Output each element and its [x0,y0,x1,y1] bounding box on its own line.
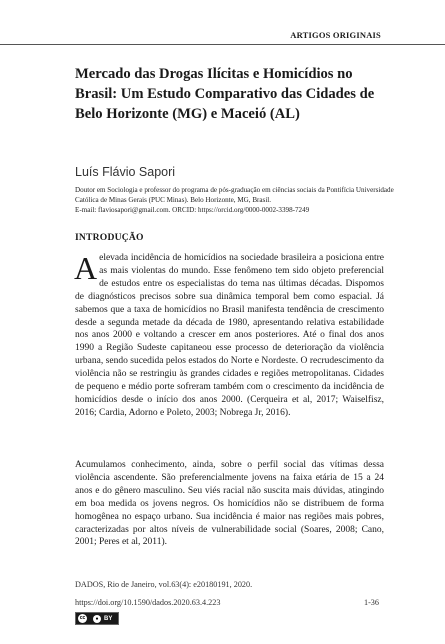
section-label: ARTIGOS ORIGINAIS [290,30,381,40]
journal-citation: DADOS, Rio de Janeiro, vol.63(4): e20180191, 2020. [75,580,253,589]
paragraph-1-text: elevada incidência de homicídios na sociedade brasileira a posiciona entre as mais violentas do mundo. Esse fenômeno tem sido objeto preferencial de estudos entre os especialistas do tema nas últimas décadas. Dispomos de diagnósticos precisos sobre sua dinâmica temporal bem como espacial. Já sabemos que a taxa de homicídios no Brasil manifesta tendência de crescimento desde a segunda metade da década de 1980, apresentando relativa estabilidade nos anos 2000 e voltando a crescer em anos posteriores. Até o final dos anos 1990 a Região Sudeste capitaneou esse processo de deterioração da violência urbana, sendo sucedida pelos estados do Norte e Nordeste. O recrudescimento da violência não se restringiu às grandes cidades e regiões metropolitanas. Cidades de pequeno e médio porte sofreram também com o crescimento da incidência de homicídios desde o início dos anos 2000. (Cerqueira et al, 2017; Waiselfisz, 2016; Cardia, Adorno e Poleto, 2003; Nobrega Jr, 2016). [75,253,384,418]
drop-cap: A [74,250,98,286]
section-heading: INTRODUÇÃO [75,232,144,243]
license-by-label: BY [104,615,113,622]
creative-commons-icon: cc [79,615,86,621]
doi-link[interactable]: https://doi.org/10.1590/dados.2020.63.4.223 [75,598,221,607]
header-rule [0,44,445,45]
page-range: 1-36 [363,598,379,607]
article-title: Mercado das Drogas Ilícitas e Homicídios no Brasil: Um Estudo Comparativo das Cidades de Belo Horizonte (MG) e Maceió (AL) [75,66,375,122]
affiliation-text: Doutor em Sociologia e professor do programa de pós-graduação em ciências sociais da Pontifícia Universidade Católica de Minas Gerais (PUC Minas). Belo Horizonte, MG, Brasil. [75,186,394,204]
author-affiliation [75,185,395,215]
attribution-icon: ● [93,615,101,623]
paragraph-1 [75,252,384,420]
contact-text: E-mail: flaviosapori@gmail.com. ORCID: https://orcid.org/0000-0002-3398-7249 [75,206,310,214]
author-name: Luís Flávio Sapori [75,165,176,179]
paragraph-2: Acumulamos conhecimento, ainda, sobre o perfil social das vítimas dessa violência ascendente. São preferencialmente jovens na faixa etária de 15 a 24 anos e do gênero masculino. Seu viés racial não suscita mais dúvidas, atingindo em boa medida os jovens negros. Os homicídios não se distribuem de forma homogênea no espaço urbano. Sua incidência é maior nas regiões mais pobres, caracterizadas por altos níveis de vulnerabilidade social (Soares, 2008; Cano, 2001; Peres et al, 2011). [75,460,384,548]
cc-license-badge[interactable] [75,612,119,625]
